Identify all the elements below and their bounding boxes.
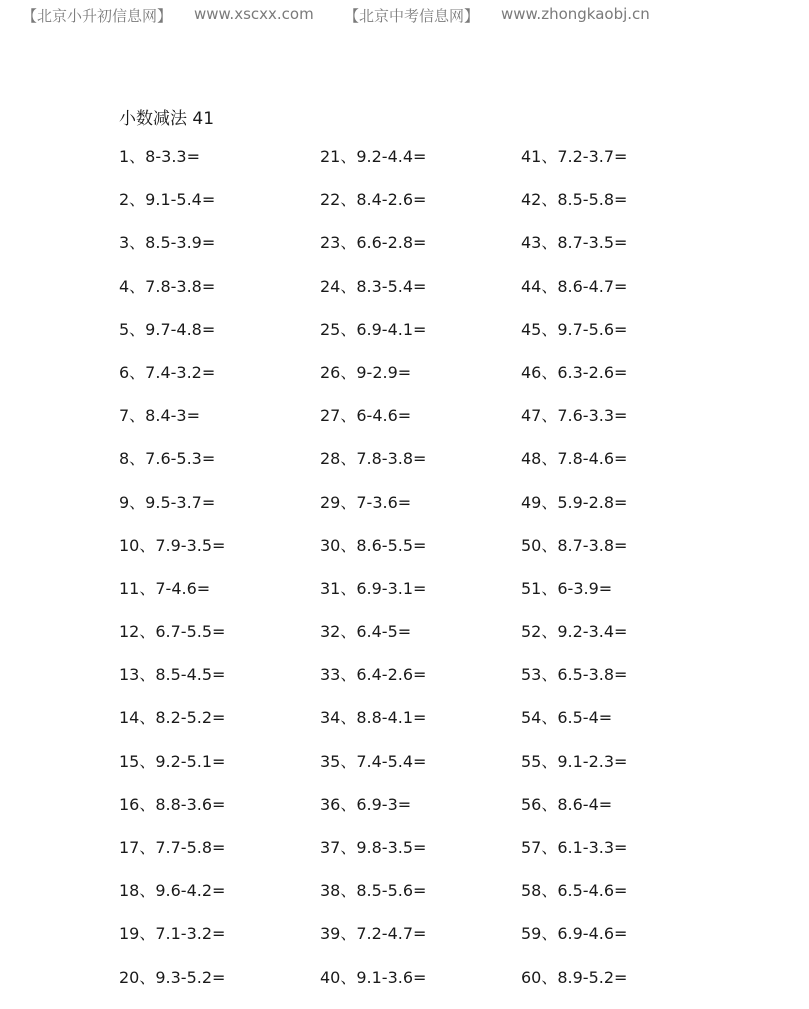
problem-item: 1、8-3.3=: [119, 147, 200, 166]
problem-item: 39、7.2-4.7=: [320, 924, 427, 944]
problem-item: 11、7-4.6=: [119, 578, 211, 598]
problem-item: 12、6.7-5.5=: [119, 622, 226, 642]
problem-item: 32、6.4-5=: [320, 622, 412, 642]
problem-item: 55、9.1-2.3=: [521, 751, 628, 771]
problem-item: 33、6.4-2.6=: [320, 665, 427, 685]
problem-item: 20、9.3-5.2=: [119, 967, 226, 987]
problem-item: 46、6.3-2.6=: [521, 362, 628, 382]
problem-item: 59、6.9-4.6=: [521, 924, 628, 944]
problem-item: 17、7.7-5.8=: [119, 838, 226, 857]
problem-item: 19、7.1-3.2=: [119, 924, 226, 944]
problem-item: 28、7.8-3.8=: [320, 449, 427, 469]
problem-item: 9、9.5-3.7=: [119, 492, 216, 512]
problem-item: 34、8.8-4.1=: [320, 708, 427, 728]
header-site2-url[interactable]: www.zhongkaobj.cn: [501, 5, 650, 23]
problem-item: 45、9.7-5.6=: [521, 319, 628, 339]
problem-item: 44、8.6-4.7=: [521, 276, 628, 296]
problem-column-1: [119, 145, 225, 1009]
problem-item: 21、9.2-4.4=: [320, 147, 427, 166]
problem-item: 7、8.4-3=: [119, 406, 200, 426]
problem-item: 6、7.4-3.2=: [119, 362, 216, 382]
problem-item: 2、9.1-5.4=: [119, 190, 216, 210]
problem-item: 16、8.8-3.6=: [119, 794, 226, 814]
problem-item: 29、7-3.6=: [320, 492, 412, 512]
problem-item: 54、6.5-4=: [521, 708, 613, 728]
problem-item: 23、6.6-2.8=: [320, 233, 427, 253]
header-site1-name: 【北京小升初信息网】: [22, 7, 173, 25]
problem-item: 10、7.9-3.5=: [119, 535, 226, 555]
problem-item: 15、9.2-5.1=: [119, 751, 226, 771]
problem-item: 18、9.6-4.2=: [119, 881, 226, 901]
problem-item: 31、6.9-3.1=: [320, 578, 427, 598]
problem-item: 14、8.2-5.2=: [119, 708, 226, 728]
problem-item: 35、7.4-5.4=: [320, 751, 427, 771]
problem-item: 13、8.5-4.5=: [119, 665, 226, 685]
problem-item: 24、8.3-5.4=: [320, 276, 427, 296]
problem-item: 41、7.2-3.7=: [521, 147, 628, 166]
problem-item: 38、8.5-5.6=: [320, 881, 427, 901]
problem-item: 57、6.1-3.3=: [521, 838, 628, 857]
problem-item: 36、6.9-3=: [320, 794, 412, 814]
problem-item: 30、8.6-5.5=: [320, 535, 427, 555]
problem-item: 26、9-2.9=: [320, 362, 412, 382]
problem-item: 52、9.2-3.4=: [521, 622, 628, 642]
problem-item: 8、7.6-5.3=: [119, 449, 216, 469]
problem-item: 51、6-3.9=: [521, 578, 613, 598]
worksheet-title: 小数减法 41: [119, 109, 215, 129]
problem-item: 5、9.7-4.8=: [119, 319, 216, 339]
problem-item: 53、6.5-3.8=: [521, 665, 628, 685]
problem-item: 3、8.5-3.9=: [119, 233, 216, 253]
problem-item: 40、9.1-3.6=: [320, 967, 427, 987]
problem-item: 42、8.5-5.8=: [521, 190, 628, 210]
problem-item: 50、8.7-3.8=: [521, 535, 628, 555]
problem-item: 60、8.9-5.2=: [521, 967, 628, 987]
problem-item: 27、6-4.6=: [320, 406, 412, 426]
problem-item: 43、8.7-3.5=: [521, 233, 628, 253]
problem-item: 48、7.8-4.6=: [521, 449, 628, 469]
problem-column-3: [521, 145, 627, 1009]
problem-item: 56、8.6-4=: [521, 794, 613, 814]
problem-item: 22、8.4-2.6=: [320, 190, 427, 210]
header-site2-name: 【北京中考信息网】: [344, 7, 480, 25]
header-site1-url[interactable]: www.xscxx.com: [194, 5, 314, 23]
problem-item: 58、6.5-4.6=: [521, 881, 628, 901]
problem-item: 25、6.9-4.1=: [320, 319, 427, 339]
problem-item: 49、5.9-2.8=: [521, 492, 628, 512]
problem-item: 37、9.8-3.5=: [320, 838, 427, 857]
problem-item: 4、7.8-3.8=: [119, 276, 216, 296]
problem-column-2: [320, 145, 426, 1009]
problem-item: 47、7.6-3.3=: [521, 406, 628, 426]
